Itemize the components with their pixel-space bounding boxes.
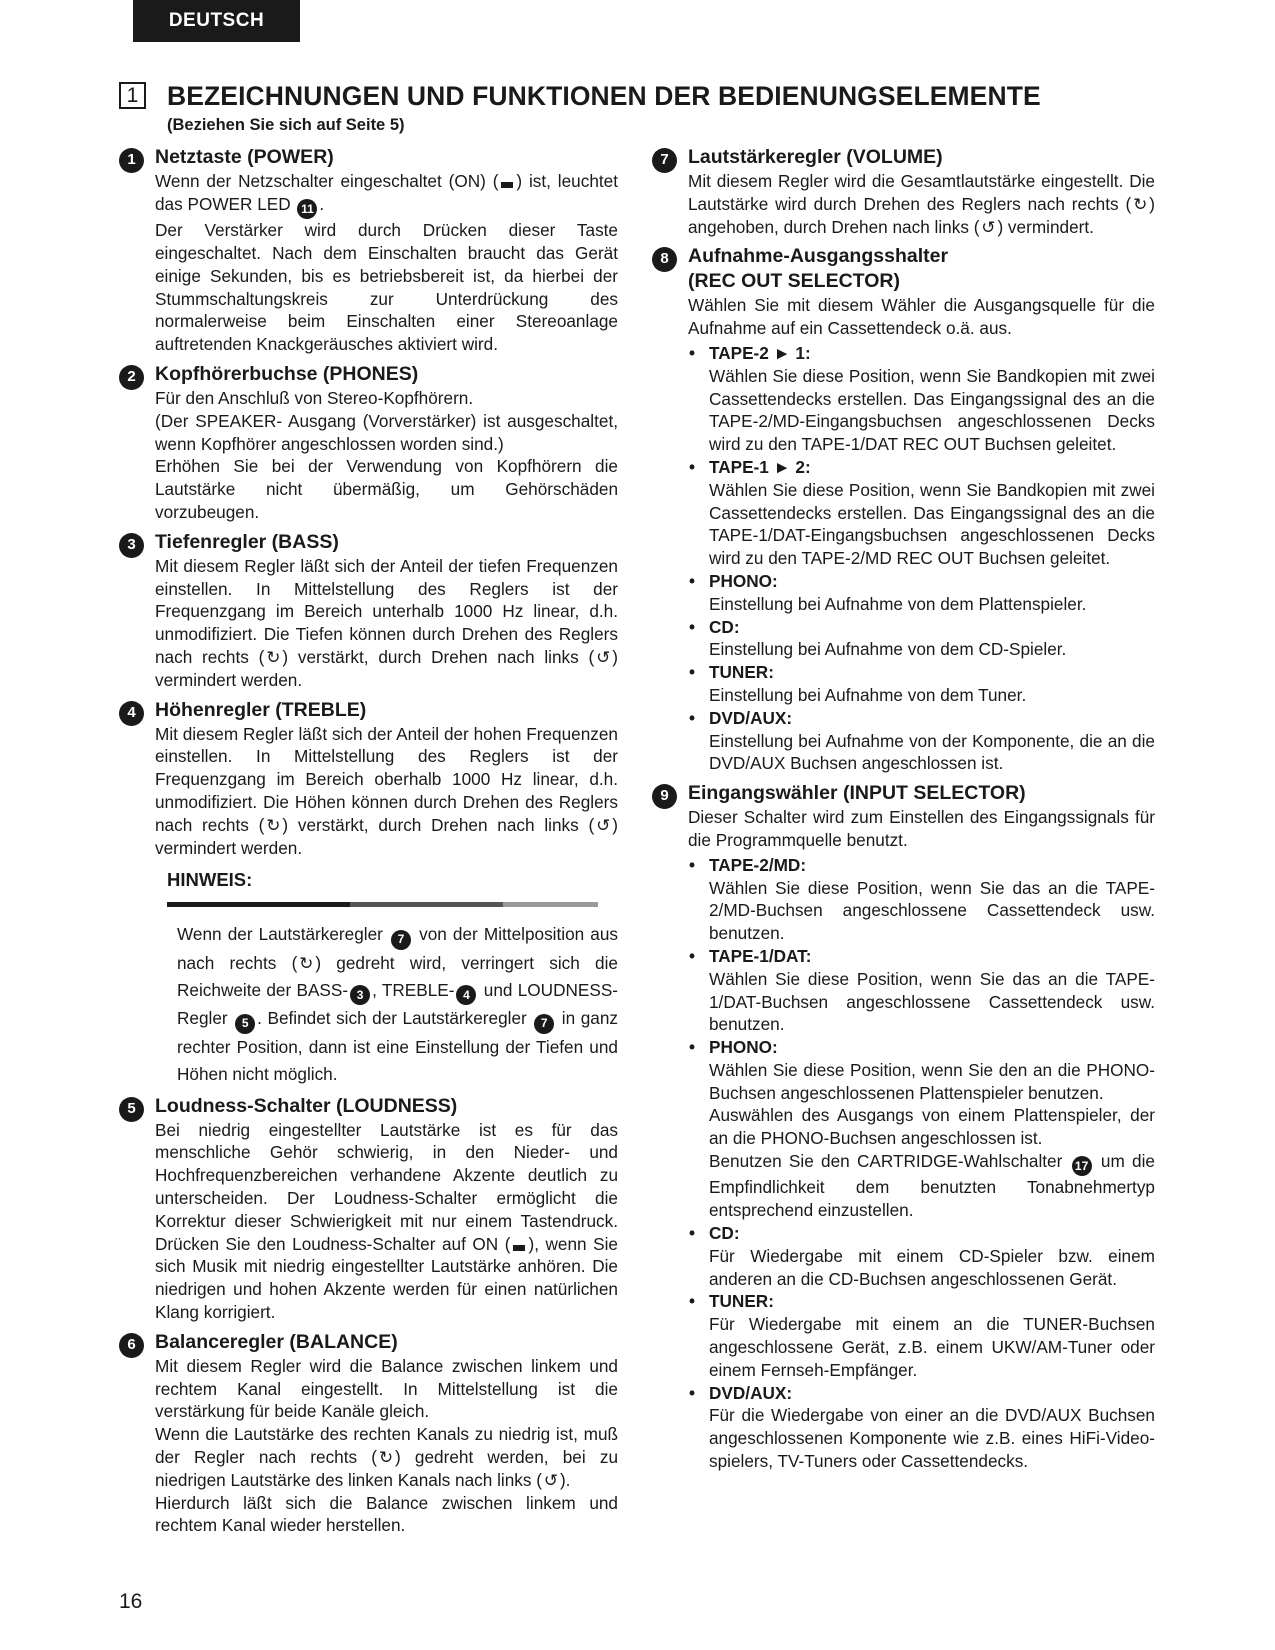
option-list (688, 342, 1155, 775)
section-subtitle: (Beziehen Sie sich auf Seite 5) (167, 116, 405, 134)
option-label: • TAPE-2 ► 1: (709, 342, 811, 363)
option-label: • PHONO: (709, 570, 778, 591)
item-text: Dieser Schalter wird zum Einstellen des Eingangssignals für die Programmquelle benutzt. (688, 807, 1155, 850)
language-tab: DEUTSCH (133, 0, 300, 42)
option-text: Einstellung bei Aufnahme von der Komponente, die an die DVD/AUX Buchsen angeschlossen ist. (709, 730, 1155, 774)
item-title: Aufnahme-Ausgangsshalter (688, 245, 949, 268)
item-number-badge: 6 (119, 1333, 144, 1358)
option-text: Wählen Sie diese Position, wenn Sie das an die TAPE-1/DAT-Buchsen angeschlossene Cassettendeck usw. benutzen. (709, 968, 1155, 1035)
item-number-badge: 1 (119, 148, 144, 173)
right-column (652, 145, 1155, 1479)
list-item (688, 456, 1155, 570)
item-title: Höhenregler (TREBLE) (155, 698, 367, 721)
item-text: Wenn die Lautstärke des rechten Kanals zu niedrig ist, muß der Regler nach rechts ( ↻ ) gedreht werden, bei zu niedrigen Lautstärke des linken Kanals nach links ( ↺ ). (155, 1424, 619, 1490)
item-number-badge: 3 (119, 533, 144, 558)
clockwise-arrow-icon: ↻ (299, 952, 314, 973)
option-label: • TUNER: (709, 662, 774, 683)
option-text: Wählen Sie diese Position, wenn Sie das an die TAPE-2/MD-Buchsen angeschlossene Cassettendeck usw. benutzen. (709, 877, 1155, 944)
list-item (688, 707, 1155, 775)
list-item (688, 1290, 1155, 1381)
note-box (167, 869, 618, 1087)
option-text: Benutzen Sie den CARTRIDGE-Wahlschalter 17 um die Empfindlichkeit dem benutzten Tonabnehmertyp entsprechend einzustellen. (709, 1151, 1155, 1221)
option-list (688, 854, 1155, 1473)
option-text: Einstellung bei Aufnahme von dem Plattenspieler. (709, 593, 1087, 614)
item-text: Mit diesem Regler wird die Balance zwischen linkem und rechtem Kanal eingestellt. In Mittelstellung ist die verstärkung für beide Kanäle gleich. (155, 1355, 618, 1422)
reference-badge: 7 (534, 1014, 554, 1034)
reference-badge: 3 (350, 985, 370, 1005)
counterclockwise-arrow-icon: ↺ (543, 1469, 559, 1490)
option-label: • PHONO: (709, 1037, 778, 1058)
item-title: Lautstärkeregler (VOLUME) (688, 146, 943, 168)
option-text: Einstellung bei Aufnahme von dem CD-Spieler. (709, 639, 1067, 660)
item-text: Bei niedrig eingestellter Lautstärke ist es für das menschliche Gehör schwierig, in den Nieder- und Hochfrequenzbereichen verhandene Akzente deutlich zu unterscheiden. Der Loudness-Schalter ermöglicht die Korrektur dieser Schwierigkeit mit nur einem Tastendruck. Drücken Sie den Loudness-Schalter auf ON ( ), wenn Sie sich Musik mit niedrig eingestellter Lautstärke anhören. Die niedrigen und hohen Akzente werden für einen natürlichen Klang korrigiert. (155, 1119, 618, 1322)
item-title: Eingangswähler (INPUT SELECTOR) (688, 782, 1026, 805)
item-title: Netztaste (POWER) (155, 146, 334, 168)
reference-badge: 4 (456, 985, 476, 1005)
item-loudness (119, 1094, 618, 1324)
clockwise-arrow-icon: ↻ (378, 1446, 394, 1467)
note-divider-segment (503, 902, 598, 907)
clockwise-arrow-icon: ↻ (266, 646, 281, 667)
item-volume (652, 145, 1155, 238)
option-text: Wählen Sie diese Position, wenn Sie Bandkopien mit zwei Cassettendecks erstellen. Das Eingangssignal des an die TAPE-1/DAT-Eingangsbuchsen angeschlossenen Decks wird zu den TAPE-2/MD REC OUT Buchsen geleitet. (709, 479, 1155, 569)
option-label: • CD: (709, 1223, 740, 1244)
left-column (119, 145, 618, 1543)
list-item (688, 342, 1155, 456)
option-label: • TAPE-1 ► 2: (709, 456, 811, 477)
section-title: BEZEICHNUNGEN UND FUNKTIONEN DER BEDIENUNGSELEMENTE (167, 81, 1041, 111)
item-text: Hierdurch läßt sich die Balance zwischen linkem und rechtem Kanal wieder herstellen. (155, 1492, 618, 1536)
reference-badge: 11 (297, 199, 317, 219)
reference-badge: 5 (235, 1014, 255, 1034)
option-label: • TAPE-2/MD: (709, 854, 807, 875)
item-text: Der Verstärker wird durch Drücken dieser Taste eingeschaltet. Nach dem Einschalten braucht das Gerät einige Sekunden, bis es betriebsbereit ist, da hierbei der Stummschaltungskreis zur Unterdrückung des normalerweise beim Einschalten einer Stereoanlage auftretenden Knackgeräusches aktiviert wird. (155, 220, 618, 355)
item-bass (119, 530, 618, 692)
item-number-badge: 7 (652, 148, 677, 173)
item-number-badge: 8 (652, 247, 677, 272)
note-divider (167, 902, 618, 907)
item-input-selector (652, 781, 1155, 1473)
item-text: Wenn der Netzschalter eingeschaltet (ON) ( ) ist, leuchtet das POWER LED 11 . (155, 170, 618, 219)
section-number: 1 (119, 82, 146, 109)
item-text: Wählen Sie mit diesem Wähler die Ausgangsquelle für die Aufnahme auf ein Cassettendeck o.ä. aus. (688, 295, 1155, 339)
item-text: Mit diesem Regler läßt sich der Anteil der tiefen Frequenzen einstellen. In Mittelstellung des Reglers ist der Frequenzgang im Bereich unterhalb 1000 Hz linear, d.h. unmodifiziert. Die Tiefen können durch Drehen des Reglers nach rechts ( ↻ ) verstärkt, durch Drehen nach links ( ↺ ) vermindert werden. (155, 555, 618, 690)
list-item (688, 1222, 1155, 1290)
page-number: 16 (119, 1590, 143, 1613)
option-label: • CD: (709, 616, 740, 637)
note-divider-segment (350, 902, 503, 907)
list-item (688, 661, 1155, 707)
item-number-badge: 4 (119, 701, 144, 726)
item-number-badge: 2 (119, 365, 144, 390)
option-text: Wählen Sie diese Position, wenn Sie den an die PHONO-Buchsen angeschlossenen Plattenspieler benutzen. (709, 1059, 1155, 1103)
note-title: HINWEIS: (167, 869, 253, 891)
clockwise-arrow-icon: ↻ (266, 814, 281, 835)
item-title: Kopfhörerbuchse (PHONES) (155, 362, 419, 385)
item-power (119, 145, 618, 356)
list-item (688, 945, 1155, 1036)
clockwise-arrow-icon: ↻ (1133, 193, 1148, 214)
option-label: • DVD/AUX: (709, 1382, 793, 1403)
item-text: Mit diesem Regler läßt sich der Anteil der hohen Frequenzen einstellen. In Mittelstellung des Reglers ist der Frequenzgang im Bereich oberhalb 1000 Hz linear, d.h. unmodifiziert. Die Höhen können durch Drehen des Reglers nach rechts ( ↻ ) verstärkt, durch Drehen nach links ( ↺ ) vermindert werden. (155, 723, 618, 858)
item-rec-out-selector (652, 244, 1155, 775)
option-text: Für die Wiedergabe von einer an die DVD/AUX Buchsen angeschlossenen Komponente wie z.B. eines HiFi-Video-spielers, TV-Tuners oder Cassettendecks. (709, 1405, 1155, 1472)
option-label: • TUNER: (709, 1291, 774, 1312)
item-number-badge: 5 (119, 1097, 144, 1122)
item-balance (119, 1330, 618, 1537)
counterclockwise-arrow-icon: ↺ (981, 216, 996, 237)
note-divider-segment (167, 902, 350, 907)
item-title: Loudness-Schalter (LOUDNESS) (155, 1094, 458, 1117)
on-button-icon (501, 182, 513, 188)
counterclockwise-arrow-icon: ↺ (596, 646, 611, 667)
list-item (688, 1382, 1155, 1473)
item-title-line2: (REC OUT SELECTOR) (688, 270, 900, 293)
option-text: Einstellung bei Aufnahme von dem Tuner. (709, 684, 1027, 705)
option-text: Für Wiedergabe mit einem CD-Spieler bzw. einem anderen an die CD-Buchsen angeschlossenen Gerät. (709, 1245, 1155, 1289)
note-text: Wenn der Lautstärkeregler 7 von der Mittelposition aus nach rechts ( ↻ ) gedreht wird, verringert sich die Reichweite der BASS- 3 , TREBLE- 4 und LOUDNESS-Regler 5 . Befindet sich der Lautstärkeregler 7 in ganz rechter Position, dann ist eine Einstellung der Tiefen und Höhen nicht möglich. (177, 924, 619, 1084)
item-text: (Der SPEAKER- Ausgang (Vorverstärker) ist ausgeschaltet, wenn Kopfhörer angeschlossen worden sind.) (155, 410, 618, 454)
item-text: Für den Anschluß von Stereo-Kopfhörern. (155, 387, 474, 408)
item-title: Balanceregler (BALANCE) (155, 1330, 398, 1353)
item-title: Tiefenregler (BASS) (155, 530, 339, 553)
list-item (688, 616, 1155, 662)
option-text: Auswählen des Ausgangs von einem Plattenspieler, der an die PHONO-Buchsen angeschlossen ist. (709, 1105, 1155, 1149)
item-text: Erhöhen Sie bei der Verwendung von Kopfhörern die Lautstärke nicht übermäßig, um Gehörschäden vorzubeugen. (155, 456, 618, 522)
item-phones (119, 362, 618, 524)
reference-badge: 7 (391, 930, 411, 950)
option-text: Wählen Sie diese Position, wenn Sie Bandkopien mit zwei Cassettendecks erstellen. Das Eingangssignal des an die TAPE-2/MD-Eingangsbuchsen angeschlossenen Decks wird zu den TAPE-1/DAT REC OUT Buchsen geleitet. (709, 365, 1155, 455)
list-item (688, 570, 1155, 616)
item-text: Mit diesem Regler wird die Gesamtlautstärke eingestellt. Die Lautstärke wird durch Drehen des Reglers nach rechts ( ↻ ) angehoben, durch Drehen nach links ( ↺ ) vermindert. (688, 171, 1155, 237)
reference-badge: 17 (1072, 1156, 1092, 1176)
list-item (688, 854, 1155, 945)
item-treble (119, 698, 618, 860)
item-number-badge: 9 (652, 784, 677, 809)
option-label: • DVD/AUX: (709, 707, 793, 728)
option-text: Für Wiedergabe mit einem an die TUNER-Buchsen angeschlossene Gerät, z.B. einem UKW/AM-Tuner oder einem Fernseh-Empfänger. (709, 1314, 1155, 1380)
on-button-icon (513, 1245, 525, 1251)
option-label: • TAPE-1/DAT: (709, 945, 812, 966)
list-item (688, 1036, 1155, 1222)
counterclockwise-arrow-icon: ↺ (596, 814, 611, 835)
